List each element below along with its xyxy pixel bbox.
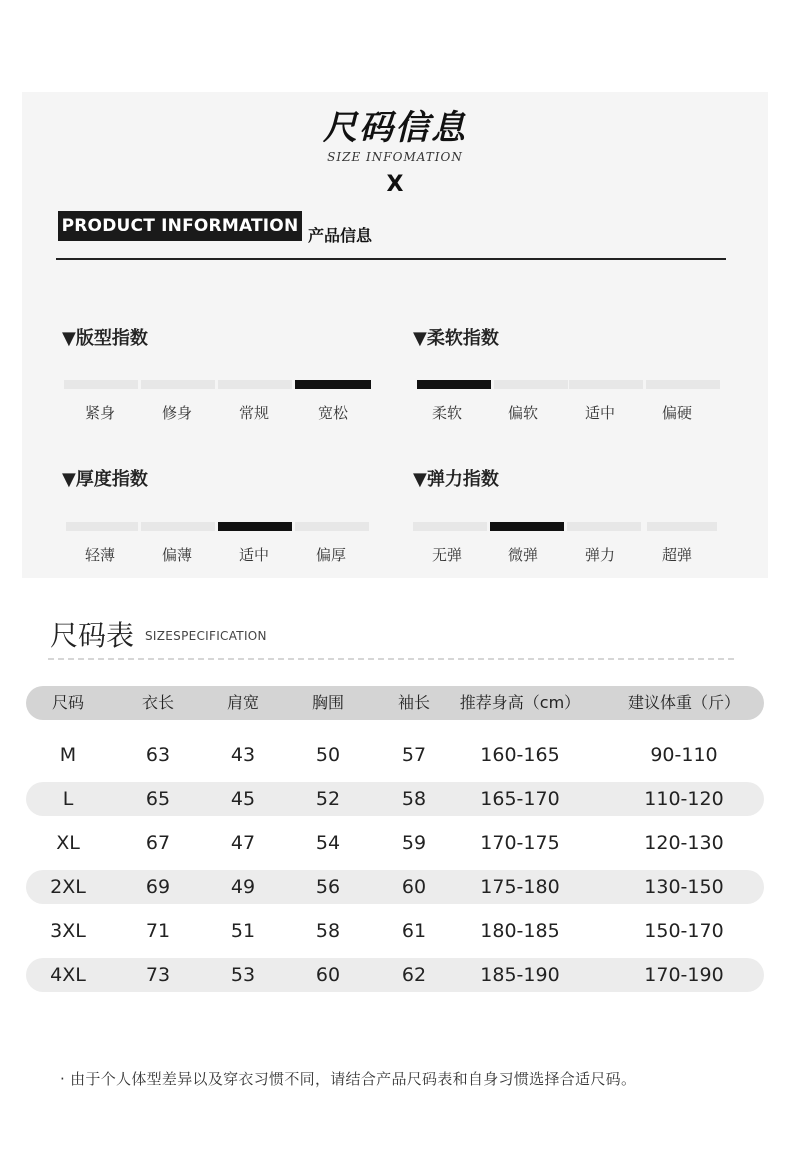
thickness-index-title: ▼厚度指数: [62, 469, 148, 490]
table-header-cell: 胸围: [311, 693, 344, 712]
elasticity-index: [413, 465, 733, 575]
thickness-index-bar: [218, 522, 292, 531]
table-cell: 47: [230, 832, 256, 854]
softness-level-label: 偏硬: [661, 404, 692, 422]
softness-level-label: 偏软: [507, 404, 538, 422]
table-cell: 54: [315, 832, 341, 854]
table-cell: 67: [145, 832, 171, 854]
table-cell: L: [62, 788, 74, 810]
thickness-level-label: 偏厚: [315, 546, 346, 564]
elasticity-level-label: 弹力: [584, 546, 615, 564]
table-header-cell: 尺码: [51, 693, 84, 712]
table-cell: 180-185: [480, 920, 560, 942]
fit-index-bar: [64, 380, 138, 389]
softness-index-bar: [646, 380, 720, 389]
table-cell: 3XL: [50, 920, 86, 942]
table-cell: 62: [401, 964, 427, 986]
softness-level-label: 柔软: [431, 404, 462, 422]
table-cell: 71: [145, 920, 171, 942]
table-cell: 73: [145, 964, 171, 986]
table-cell: 61: [401, 920, 427, 942]
table-cell: 170-190: [644, 964, 724, 986]
elasticity-index-bar: [490, 522, 564, 531]
size-table-title: 尺码表: [50, 619, 135, 652]
product-information-label: PRODUCT INFORMATION: [58, 211, 302, 241]
table-header-cell: 袖长: [397, 693, 430, 712]
table-cell: 60: [315, 964, 341, 986]
section-divider: [56, 258, 726, 260]
table-header-cell: 建议体重（斤）: [627, 693, 740, 712]
elasticity-index-bar: [647, 522, 717, 531]
table-cell: 110-120: [644, 788, 724, 810]
table-cell: 90-110: [650, 744, 718, 766]
fit-level-label: 紧身: [84, 404, 115, 422]
table-cell: 50: [315, 744, 341, 766]
size-table-subtitle: SIZESPECIFICATION: [145, 629, 267, 643]
fit-level-label: 修身: [161, 404, 192, 422]
elasticity-level-label: 超弹: [661, 546, 692, 564]
elasticity-level-label: 微弹: [507, 546, 538, 564]
thickness-level-label: 轻薄: [84, 546, 115, 564]
page-subtitle: SIZE INFOMATION: [327, 150, 463, 164]
title-mark: X: [386, 172, 404, 197]
table-cell: 60: [401, 876, 427, 898]
table-cell: 150-170: [644, 920, 724, 942]
table-cell: M: [59, 744, 77, 766]
dashed-divider: [48, 658, 734, 660]
table-cell: 58: [315, 920, 341, 942]
table-cell: 63: [145, 744, 171, 766]
thickness-index-bar: [141, 522, 215, 531]
fit-index-bar: [218, 380, 292, 389]
table-cell: 51: [230, 920, 256, 942]
elasticity-index-bar: [567, 522, 641, 531]
page-title: 尺码信息: [323, 108, 467, 148]
thickness-level-label: 偏薄: [161, 546, 192, 564]
softness-index-bar: [417, 380, 491, 389]
table-cell: 52: [315, 788, 341, 810]
table-cell: XL: [56, 832, 80, 854]
table-cell: 56: [315, 876, 341, 898]
table-cell: 59: [401, 832, 427, 854]
table-cell: 170-175: [480, 832, 560, 854]
size-note: · 由于个人体型差异以及穿衣习惯不同，请结合产品尺码表和自身习惯选择合适尺码。: [60, 1070, 637, 1088]
softness-index-bar: [494, 380, 568, 389]
table-cell: 69: [145, 876, 171, 898]
table-cell: 175-180: [480, 876, 560, 898]
table-cell: 58: [401, 788, 427, 810]
table-cell: 120-130: [644, 832, 724, 854]
table-header-cell: 衣长: [141, 693, 174, 712]
fit-level-label: 常规: [238, 404, 269, 422]
elasticity-index-title: ▼弹力指数: [413, 469, 499, 490]
table-cell: 49: [230, 876, 256, 898]
thickness-index: [62, 465, 382, 575]
table-cell: 165-170: [480, 788, 560, 810]
table-header-cell: 推荐身高（cm）: [459, 693, 581, 712]
table-cell: 45: [230, 788, 256, 810]
softness-level-label: 适中: [584, 404, 615, 422]
table-cell: 130-150: [644, 876, 724, 898]
fit-index: [62, 324, 382, 434]
table-cell: 185-190: [480, 964, 560, 986]
table-cell: 65: [145, 788, 171, 810]
thickness-level-label: 适中: [238, 546, 269, 564]
table-cell: 57: [401, 744, 427, 766]
softness-index-title: ▼柔软指数: [413, 328, 499, 349]
thickness-index-bar: [295, 522, 369, 531]
elasticity-level-label: 无弹: [431, 546, 462, 564]
table-cell: 43: [230, 744, 256, 766]
thickness-index-bar: [66, 522, 138, 531]
table-header-cell: 肩宽: [226, 693, 259, 712]
table-cell: 4XL: [50, 964, 86, 986]
table-cell: 2XL: [50, 876, 86, 898]
fit-index-bar: [295, 380, 371, 389]
softness-index-bar: [569, 380, 643, 389]
elasticity-index-bar: [413, 522, 487, 531]
fit-level-label: 宽松: [317, 404, 348, 422]
fit-index-title: ▼版型指数: [62, 328, 148, 349]
table-cell: 160-165: [480, 744, 560, 766]
softness-index: [413, 324, 733, 434]
product-information-cn-label: 产品信息: [308, 226, 373, 245]
table-cell: 53: [230, 964, 256, 986]
fit-index-bar: [141, 380, 215, 389]
